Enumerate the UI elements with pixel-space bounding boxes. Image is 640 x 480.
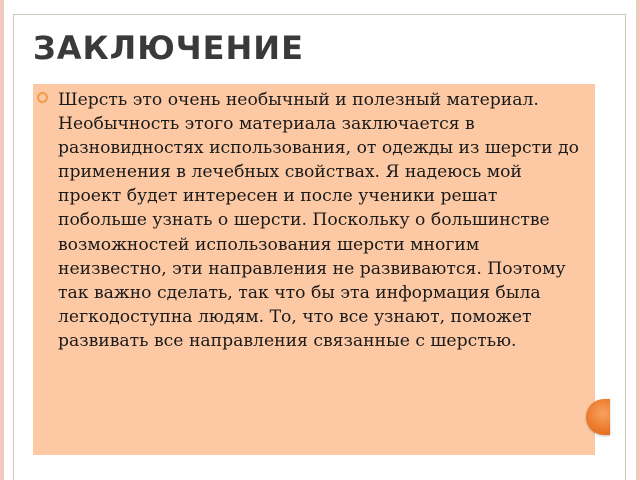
content-box [33, 84, 595, 455]
left-decorative-stripe [0, 0, 4, 480]
slide-title: ЗАКЛЮЧЕНИЕ [33, 29, 304, 67]
right-decorative-stripe [636, 0, 640, 480]
conclusion-paragraph: Шерсть это очень необычный и полезный материал. Необычность этого материала заключается в разновидностях использования, от одежды из шерсти до применения в лечебных свойствах. Я надеюсь мой проект будет интересен и после ученики решат побольше узнать о шерсти. Поскольку о большинстве возможностей использования шерсти многим неизвестно, эти направления не развиваются. Поэтому так важно сделать, так что бы эта информация была легкодоступна людям. То, что все узнают, поможет развивать все направления связанные с шерстью. [58, 90, 579, 351]
hollow-circle-bullet-icon [37, 92, 48, 103]
